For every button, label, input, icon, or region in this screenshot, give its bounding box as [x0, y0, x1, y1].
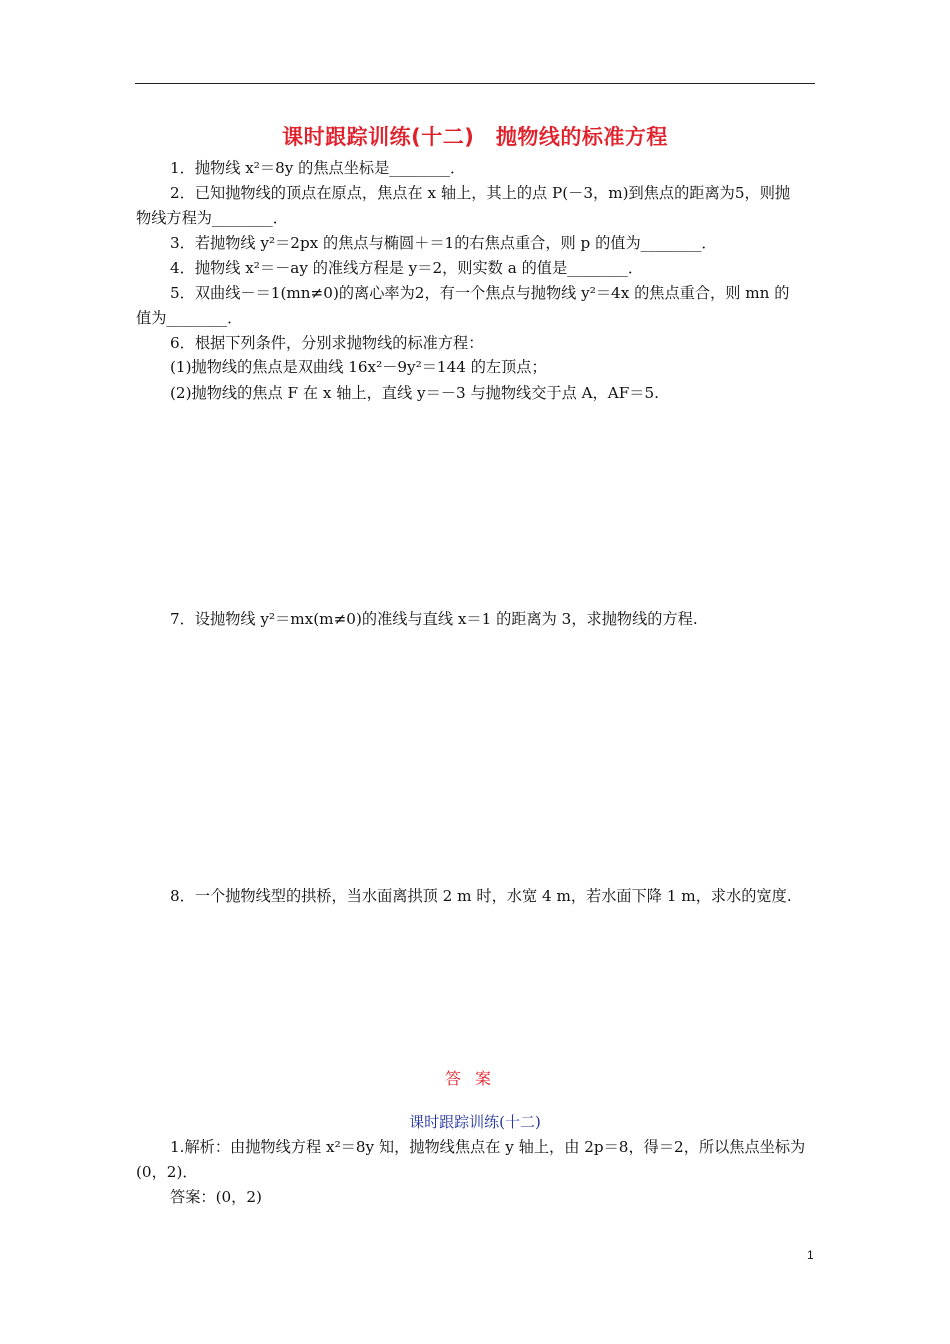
- question-2-line-2: 物线方程为________．: [136, 209, 288, 227]
- answer-1-line-2: (0，2)．: [136, 1163, 198, 1181]
- answers-subheading: 课时跟踪训练(十二): [409, 1113, 541, 1131]
- question-6: 6．根据下列条件，分别求抛物线的标准方程：: [170, 334, 484, 352]
- header-rule: [135, 83, 815, 84]
- question-2-line-1: 2．已知抛物线的顶点在原点，焦点在 x 轴上，其上的点 P(－3，m)到焦点的距离为5，则抛: [170, 184, 791, 202]
- question-7: 7．设抛物线 y²＝mx(m≠0)的准线与直线 x＝1 的距离为 3，求抛物线的方程.: [170, 610, 698, 628]
- question-6-part-2: (2)抛物线的焦点 F 在 x 轴上，直线 y＝－3 与抛物线交于点 A，AF＝5.: [170, 384, 659, 402]
- question-3: 3．若抛物线 y²＝2px 的焦点与椭圆＋＝1的右焦点重合，则 p 的值为________．: [170, 234, 717, 252]
- answers-heading: 答案: [444, 1069, 505, 1088]
- question-6-part-1: (1)抛物线的焦点是双曲线 16x²－9y²＝144 的左顶点；: [170, 358, 547, 376]
- answer-1-result: 答案：(0，2): [170, 1188, 262, 1206]
- question-1: 1．抛物线 x²＝8y 的焦点坐标是________．: [170, 159, 466, 177]
- page-number: 1: [807, 1248, 814, 1262]
- answer-1-line-1: 1.解析：由抛物线方程 x²＝8y 知，抛物线焦点在 y 轴上，由 2p＝8，得＝2，所以焦点坐标为: [170, 1138, 806, 1156]
- question-4: 4．抛物线 x²＝－ay 的准线方程是 y＝2，则实数 a 的值是________．: [170, 259, 644, 277]
- page-title: 课时跟踪训练(十二) 抛物线的标准方程: [282, 125, 668, 149]
- question-5-line-2: 值为________．: [136, 309, 243, 327]
- question-5-line-1: 5．双曲线－＝1(mn≠0)的离心率为2，有一个焦点与抛物线 y²＝4x 的焦点重合，则 mn 的: [170, 284, 790, 302]
- question-8: 8．一个抛物线型的拱桥，当水面离拱顶 2 m 时，水宽 4 m，若水面下降 1 m，求水的宽度.: [170, 887, 792, 905]
